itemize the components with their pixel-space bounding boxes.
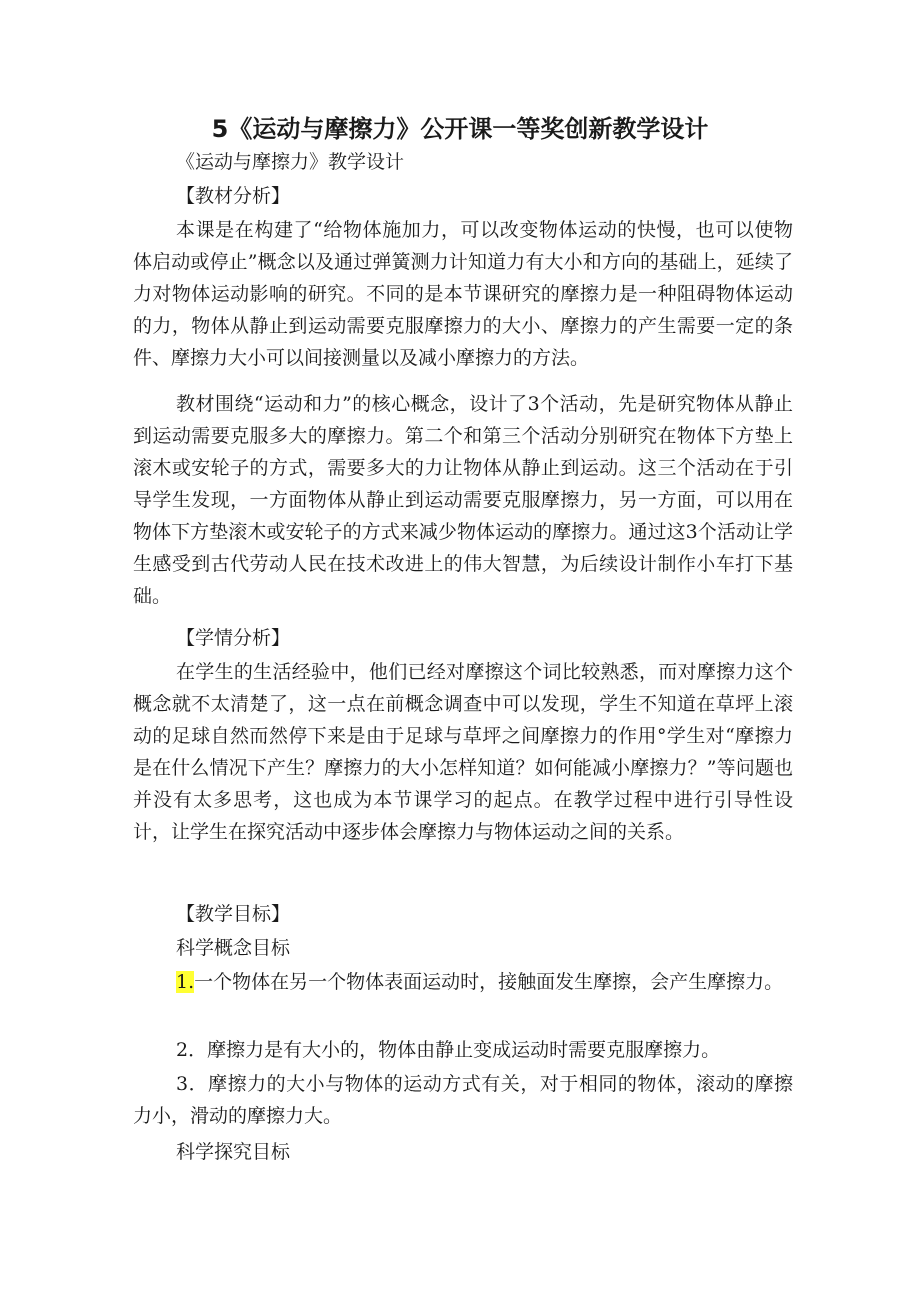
section-heading-textbook-analysis: 【教材分析】: [176, 185, 291, 207]
document-subtitle: 《运动与摩擦力》教学设计: [176, 151, 405, 173]
paragraph-textbook-analysis-1: 本课是在构建了“给物体施加力，可以改变物体运动的快慢，也可以使物体启动或停止”概念以及通过弹簧测力计知道力有大小和方向的基础上，延续了力对物体运动影响的研究。不同的是本节课研究的摩擦力是一种阻碍物体运动的力，物体从静止到运动需要克服摩擦力的大小、摩擦力的产生需要一定的条件、摩擦力大小可以间接测量以及减小摩擦力的方法。: [133, 219, 793, 369]
paragraph-textbook-analysis-2: 教材围绕“运动和力”的核心概念，设计了3个活动，先是研究物体从静止到运动需要克服多大的摩擦力。第二个和第三个活动分别研究在物体下方垫上滚木或安轮子的方式，需要多大的力让物体从静止到运动。这三个活动在于引导学生发现，一方面物体从静止到运动需要克服摩擦力，另一方面，可以用在物体下方垫滚木或安轮子的方式来减少物体运动的摩擦力。通过这3个活动让学生感受到古代劳动人民在技术改进上的伟大智慧，为后续设计制作小车打下基础。: [133, 393, 793, 607]
goal-item-1-number: 1.: [176, 971, 195, 993]
goal-item-1: [133, 966, 793, 998]
goal-item-2: 2．摩擦力是有大小的，物体由静止变成运动时需要克服摩擦力。: [176, 1039, 721, 1061]
document-title: 5《运动与摩擦力》公开课一等奖创新教学设计: [211, 115, 709, 143]
section-heading-student-analysis: 【学情分析】: [176, 627, 291, 649]
goal-item-1-text: 一个物体在另一个物体表面运动时，接触面发生摩擦，会产生摩擦力。: [194, 971, 784, 993]
inquiry-goals-label: 科学探究目标: [176, 1141, 291, 1163]
concept-goals-label: 科学概念目标: [176, 937, 291, 959]
goal-item-3: 3．摩擦力的大小与物体的运动方式有关，对于相同的物体，滚动的摩擦力小，滑动的摩擦力大。: [133, 1073, 793, 1127]
section-heading-teaching-goals: 【教学目标】: [176, 903, 291, 925]
paragraph-student-analysis: 在学生的生活经验中，他们已经对摩擦这个词比较熟悉，而对摩擦力这个概念就不太清楚了，这一点在前概念调查中可以发现，学生不知道在草坪上滚动的足球自然而然停下来是由于足球与草坪之间摩擦力的作用°学生对“摩擦力是在什么情况下产生？摩擦力的大小怎样知道？如何能减小摩擦力？”等问题也并没有太多思考，这也成为本节课学习的起点。在教学过程中进行引导性设计，让学生在探究活动中逐步体会摩擦力与物体运动之间的关系。: [133, 661, 793, 843]
